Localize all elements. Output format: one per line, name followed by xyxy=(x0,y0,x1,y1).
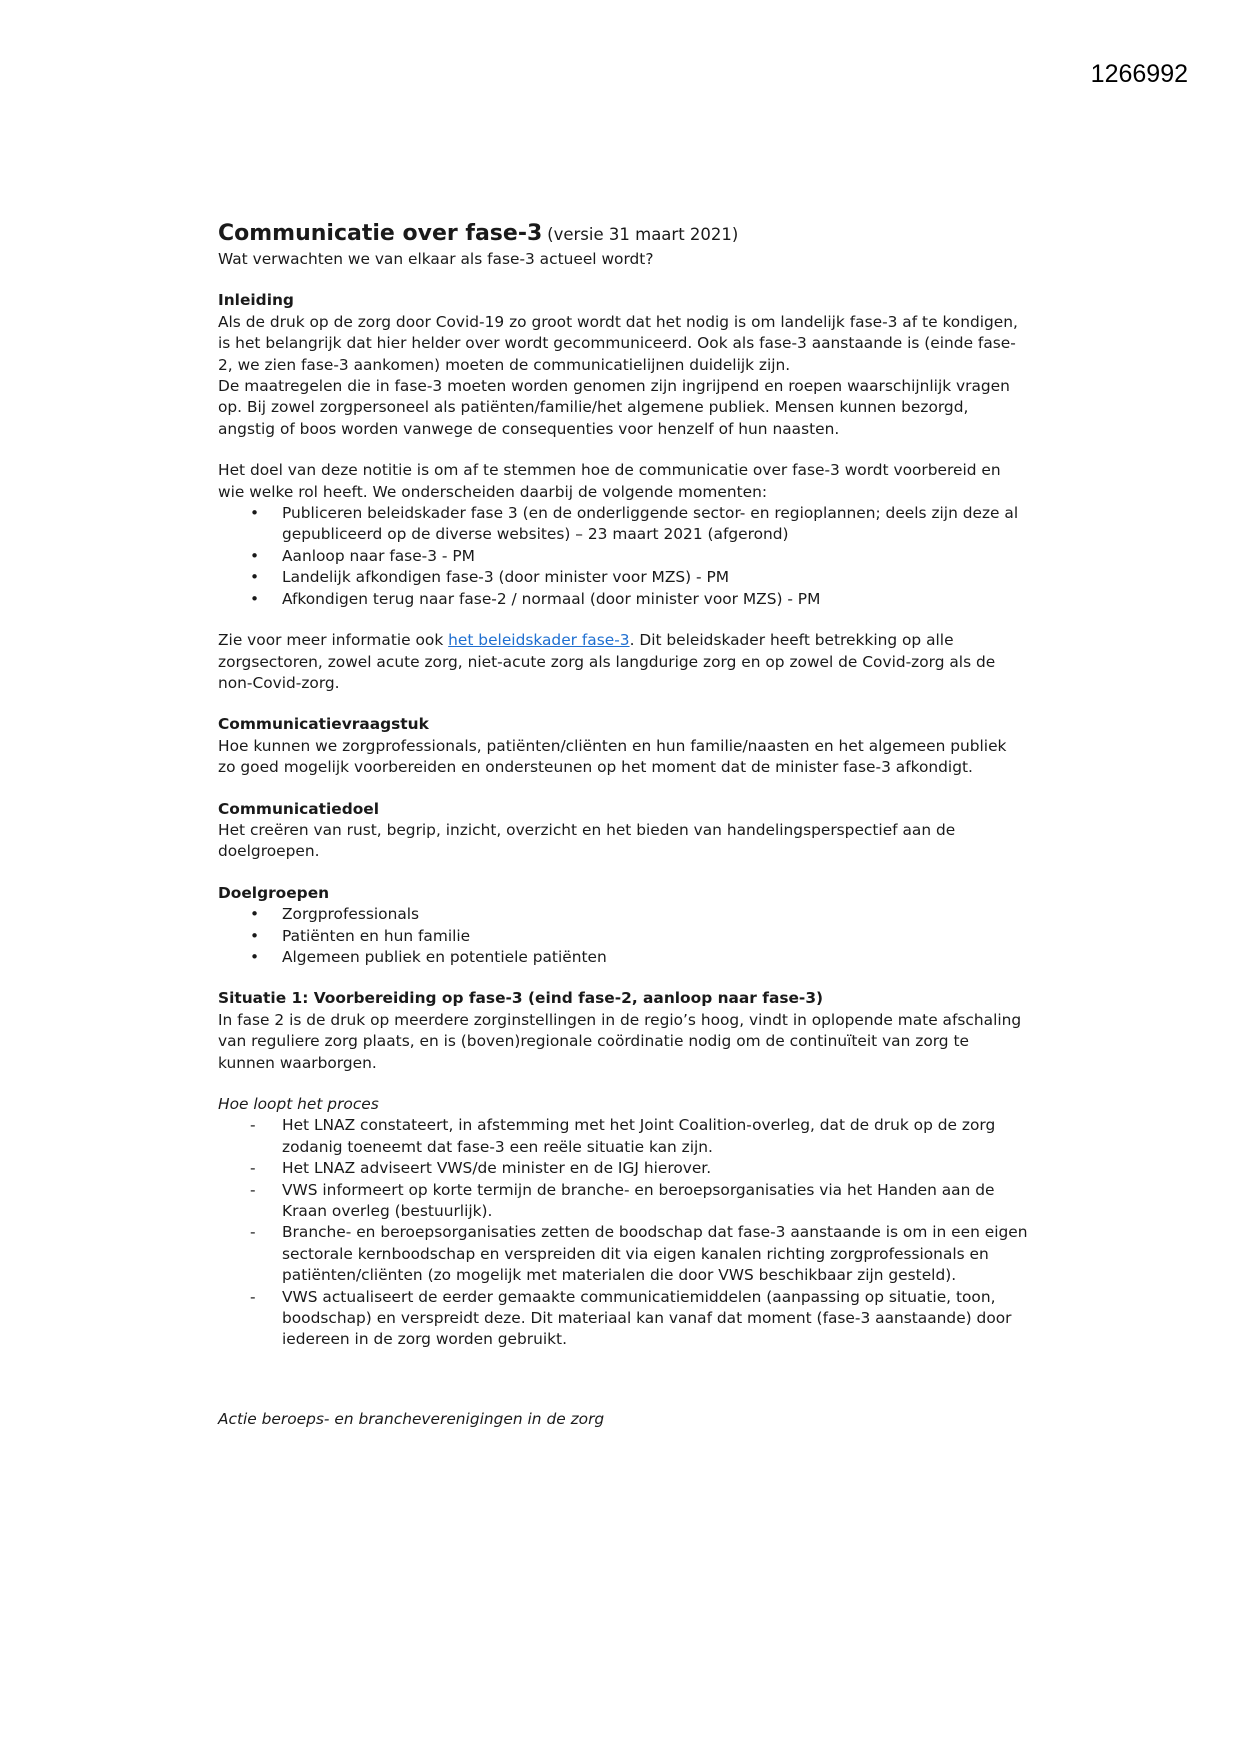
proces-steps-list xyxy=(218,1115,1028,1350)
moments-list xyxy=(218,503,1028,610)
dash-marker: - xyxy=(250,1159,256,1178)
paragraph: Het creëren van rust, begrip, inzicht, overzicht en het bieden van handelingsperspectief aan de doelgroepen. xyxy=(218,820,956,861)
paragraph: Als de druk op de zorg door Covid-19 zo groot wordt dat het nodig is om landelijk fase-3 af te kondigen, is het belangrijk dat hier helder over wordt gecommuniceerd. Ook als fase-3 aanstaande is (einde fase-2, we zien fase-3 aankomen) moeten de communicatielijnen duidelijk zijn. xyxy=(218,312,1018,374)
bullet-marker: • xyxy=(250,905,260,924)
section-heading: Situatie 1: Voorbereiding op fase-3 (eind fase-2, aanloop naar fase-3) xyxy=(218,989,824,1008)
section-heading: Doelgroepen xyxy=(218,883,330,902)
section-doelgroepen xyxy=(218,883,1028,969)
list-item: • Landelijk afkondigen fase-3 (door minister voor MZS) - PM xyxy=(218,567,1028,588)
section-heading: Communicatievraagstuk xyxy=(218,715,429,734)
paragraph: De maatregelen die in fase-3 moeten worden genomen zijn ingrijpend en roepen waarschijnlijk vragen op. Bij zowel zorgpersoneel als patiënten/familie/het algemene publiek. Mensen kunnen bezorgd, angstig of boos worden vanwege de consequenties voor henzelf of hun naasten. xyxy=(218,377,1010,438)
list-item: - VWS informeert op korte termijn de branche- en beroepsorganisaties via het Handen aan de Kraan overleg (bestuurlijk). xyxy=(250,1180,995,1221)
section-more-info xyxy=(218,630,1028,694)
title-text: Communicatie over fase-3 xyxy=(218,221,543,246)
list-item: - VWS actualiseert de eerder gemaakte communicatiemiddelen (aanpassing op situatie, toon, boodschap) en verspreidt deze. Dit materiaal kan vanaf dat moment (fase-3 aanstaande) door iedereen in de zorg worden gebruikt. xyxy=(250,1287,1012,1349)
section-situatie-1 xyxy=(218,988,1028,1074)
list-item: - Het LNAZ constateert, in afstemming met het Joint Coalition-overleg, dat de druk op de zorg zodanig toeneemt dat fase-3 een reële situatie kan zijn. xyxy=(250,1116,996,1156)
doelgroepen-list xyxy=(218,904,1028,968)
section-doel xyxy=(218,799,1028,863)
section-inleiding xyxy=(218,290,1028,440)
dash-marker: - xyxy=(250,1116,256,1135)
bullet-marker: • xyxy=(250,589,260,608)
paragraph: Zie voor meer informatie ook het beleidskader fase-3. Dit beleidskader heeft betrekking op alle zorgsectoren, zowel acute zorg, niet-acute zorg als langdurige zorg en op zowel de Covid-zorg als de non-Covid-zorg. xyxy=(218,631,996,692)
list-item: - Het LNAZ adviseert VWS/de minister en de IGJ hierover. xyxy=(218,1158,1028,1179)
bullet-marker: • xyxy=(250,926,260,945)
list-item: • Aanloop naar fase-3 - PM xyxy=(218,546,1028,567)
section-moments xyxy=(218,460,1028,610)
subsection-heading: Hoe loopt het proces xyxy=(218,1095,379,1113)
paragraph: In fase 2 is de druk op meerdere zorginstellingen in de regio’s hoog, vindt in oplopende mate afschaling van reguliere zorg plaats, en is (boven)regionale coördinatie nodig om de continuïteit van zorg te kunnen waarborgen. xyxy=(218,1010,1022,1072)
paragraph: Het doel van deze notitie is om af te stemmen hoe de communicatie over fase-3 wordt voorbereid en wie welke rol heeft. We onderscheiden daarbij de volgende momenten: xyxy=(218,461,1001,501)
bullet-marker: • xyxy=(250,504,260,523)
dash-marker: - xyxy=(250,1180,256,1199)
bullet-marker: • xyxy=(250,546,260,565)
dash-marker: - xyxy=(250,1223,256,1242)
list-item: • Afkondigen terug naar fase-2 / normaal (door minister voor MZS) - PM xyxy=(218,589,1028,610)
section-proces xyxy=(218,1094,1028,1351)
section-heading: Inleiding xyxy=(218,291,294,310)
beleidskader-link[interactable]: het beleidskader fase-3 xyxy=(448,631,630,650)
document-body xyxy=(218,220,1028,1430)
section-heading: Communicatiedoel xyxy=(218,799,380,818)
list-item: • Algemeen publiek en potentiele patiënten xyxy=(218,947,1028,968)
bullet-marker: • xyxy=(250,947,260,966)
section-actie xyxy=(218,1409,1028,1430)
title-version: (versie 31 maart 2021) xyxy=(547,225,739,244)
list-item: • Publiceren beleidskader fase 3 (en de onderliggende sector- en regioplannen; deels zijn deze al gepubliceerd op de diverse websites) – 23 maart 2021 (afgerond) xyxy=(250,504,1019,544)
subsection-heading: Actie beroeps- en brancheverenigingen in de zorg xyxy=(218,1409,605,1428)
paragraph: Hoe kunnen we zorgprofessionals, patiënten/cliënten en hun familie/naasten en het algemeen publiek zo goed mogelijk voorbereiden en ondersteunen op het moment dat de minister fase-3 afkondigt. xyxy=(218,736,1007,777)
document-number: 1266992 xyxy=(1090,60,1188,88)
section-vraagstuk xyxy=(218,714,1028,778)
dash-marker: - xyxy=(250,1287,256,1306)
list-item: • Patiënten en hun familie xyxy=(218,926,1028,947)
document-title xyxy=(218,220,1028,249)
list-item: • Zorgprofessionals xyxy=(218,904,1028,925)
document-subtitle: Wat verwachten we van elkaar als fase-3 actueel wordt? xyxy=(218,250,654,268)
list-item: - Branche- en beroepsorganisaties zetten de boodschap dat fase-3 aanstaande is om in een eigen sectorale kernboodschap en verspreiden dit via eigen kanalen richting zorgprofessionals en patiënten/cliënten (zo mogelijk met materialen die door VWS beschikbaar zijn gesteld). xyxy=(250,1223,1028,1285)
bullet-marker: • xyxy=(250,568,260,587)
